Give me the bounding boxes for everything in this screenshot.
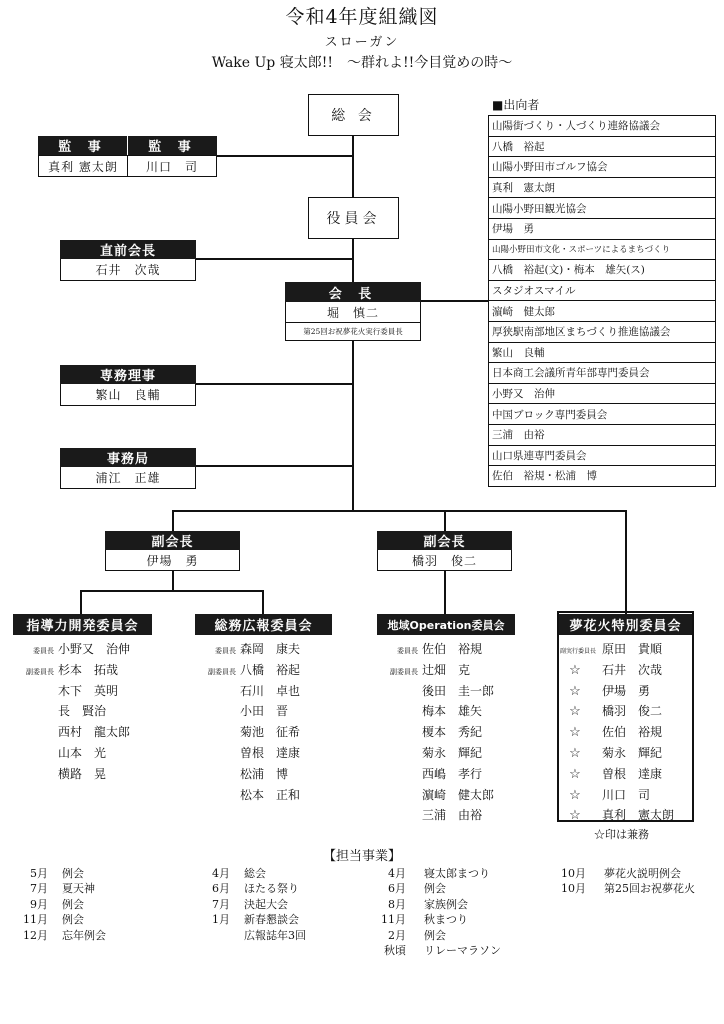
member-name: 石井 次哉 — [602, 662, 663, 677]
schedule-month: 4月 — [212, 867, 230, 880]
past-president-header: 直前会長 — [60, 240, 196, 259]
member-name: 八橋 裕起 — [240, 662, 301, 677]
schedule-event: 秋まつり — [424, 913, 468, 927]
vp1-left-drop — [80, 590, 82, 614]
slogan-label: スローガン — [324, 35, 400, 50]
dream-drop — [625, 510, 627, 614]
schedule-month: 2月 — [388, 928, 406, 942]
member-name: 辻畑 克 — [422, 662, 471, 677]
member-name: 伊場 勇 — [602, 683, 651, 698]
schedule-month: 8月 — [388, 897, 406, 911]
schedule-event: 家族例会 — [424, 897, 468, 911]
member-name: 横路 晃 — [58, 766, 107, 781]
committee-member — [14, 744, 106, 761]
dispatch-organization: 山陽小野田観光協会 — [489, 198, 716, 219]
member-name: 小田 晋 — [240, 704, 289, 719]
committee-member — [14, 765, 106, 782]
member-role: 副委員長 — [26, 667, 54, 676]
member-name: 木下 英明 — [58, 683, 119, 698]
member-role: ☆ — [569, 787, 581, 803]
member-name: 曽根 達康 — [602, 766, 663, 781]
dispatch-person: 八橋 裕起(文)・梅本 雄矢(ス) — [489, 260, 716, 281]
schedule-event: 決起大会 — [244, 897, 288, 911]
schedule-event: 寝太郎まつり — [424, 867, 490, 880]
member-name: 佐伯 裕規 — [422, 642, 483, 656]
dispatch-person: 佐伯 裕規・松浦 博 — [489, 466, 716, 487]
member-name: 川口 司 — [602, 787, 651, 802]
member-role: ☆ — [569, 662, 581, 678]
schedule-month: 1月 — [212, 913, 230, 927]
past-president-name: 石井 次哉 — [60, 259, 196, 281]
schedule-event: 第25回お祝夢花火 — [604, 882, 695, 896]
schedule-month: 6月 — [212, 882, 230, 896]
committee-member — [196, 702, 288, 719]
dispatch-row — [489, 321, 716, 342]
schedule-month: 7月 — [212, 897, 230, 911]
committee-member — [558, 702, 662, 719]
schedule-event: 夏天神 — [62, 882, 95, 896]
committee-member — [14, 682, 118, 699]
member-name: 濵崎 健太郎 — [422, 787, 495, 802]
dispatch-row — [489, 239, 716, 260]
member-name: 森岡 康夫 — [240, 642, 301, 656]
member-name: 石川 卓也 — [240, 683, 301, 698]
committee-member — [196, 640, 300, 657]
committee-4-note: ☆印は兼務 — [594, 828, 649, 841]
schedule-event: 夢花火説明例会 — [604, 867, 681, 880]
member-role: ☆ — [569, 725, 581, 741]
dispatch-row — [489, 218, 716, 239]
auditor-name-right: 川口 司 — [127, 155, 217, 177]
committee-member — [378, 702, 482, 719]
secretariat-header: 事務局 — [60, 448, 196, 467]
member-role: 副委員長 — [390, 667, 418, 676]
member-name: 梅本 雄矢 — [422, 704, 483, 719]
exec-director-name: 繁山 良輔 — [60, 384, 196, 406]
auditor-header-left: 監 事 — [38, 136, 127, 155]
dispatch-title: ■出向者 — [492, 98, 540, 112]
member-name: 真利 憲太朗 — [602, 808, 675, 823]
dispatch-organization: 中国ブロック専門委員会 — [489, 404, 716, 425]
dispatch-row — [489, 116, 716, 137]
auditor-name-left: 真利 憲太朗 — [38, 155, 128, 177]
dispatch-organization: スタジオスマイル — [489, 280, 716, 301]
dispatch-row — [489, 466, 716, 487]
committee-member — [558, 786, 650, 803]
auditor-header-right: 監 事 — [128, 136, 217, 155]
president-header: 会 長 — [285, 282, 421, 302]
dispatch-row — [489, 280, 716, 301]
schedule-month: 9月 — [30, 897, 48, 911]
dispatch-organization: 山陽小野田市文化・スポーツによるまちづくり — [489, 239, 716, 260]
committee-member — [378, 682, 494, 699]
dispatch-row — [489, 383, 716, 404]
schedule-month: 11月 — [381, 913, 406, 927]
committee-member — [196, 682, 300, 699]
dispatch-row — [489, 342, 716, 363]
schedule-month: 11月 — [23, 913, 48, 927]
past-president-connector — [196, 258, 353, 260]
member-name: 三浦 由裕 — [422, 808, 483, 823]
schedule-event: 広報誌年3回 — [244, 928, 306, 942]
schedule-event: 新春懇談会 — [244, 913, 299, 927]
committee-member — [378, 640, 482, 657]
dispatch-person: 繁山 良輔 — [489, 342, 716, 363]
member-name: 西村 龍太郎 — [58, 725, 131, 740]
dispatch-row — [489, 177, 716, 198]
member-name: 菊永 輝紀 — [602, 746, 663, 760]
dispatch-person: 小野又 治伸 — [489, 383, 716, 404]
secretariat-connector — [196, 465, 353, 467]
general-meeting-box: 総 会 — [308, 94, 399, 136]
member-name: 榎本 秀紀 — [422, 725, 483, 740]
schedule-month: 秋頃 — [384, 944, 406, 957]
committee-member — [378, 806, 482, 823]
page-title: 令和4年度組織図 — [285, 6, 439, 28]
president-name: 堀 慎二 — [285, 302, 421, 323]
member-name: 曽根 達康 — [240, 746, 301, 760]
member-name: 山本 光 — [58, 746, 107, 760]
dispatch-organization: 山陽街づくり・人づくり連絡協議会 — [489, 116, 716, 137]
dispatch-organization: 日本商工会議所青年部専門委員会 — [489, 363, 716, 384]
committee-member — [558, 723, 662, 740]
exec-director-connector — [196, 383, 353, 385]
schedule-month: 10月 — [561, 867, 586, 880]
vice-president-2-name: 橋羽 俊二 — [377, 550, 512, 571]
committee-member — [196, 661, 300, 678]
schedule-event: ほたる祭り — [244, 882, 299, 896]
committee-member — [196, 765, 288, 782]
schedule-event: 忘年例会 — [62, 928, 106, 942]
schedule-month: 7月 — [30, 882, 48, 896]
member-name: 菊永 輝紀 — [422, 746, 483, 760]
schedule-month: 10月 — [561, 882, 586, 896]
schedule-month: 5月 — [30, 867, 48, 880]
schedule-month: 4月 — [388, 867, 406, 880]
vp2-drop — [444, 510, 446, 531]
board-box: 役員会 — [308, 197, 399, 239]
committee-member — [558, 765, 662, 782]
committee-member — [14, 661, 118, 678]
committee-member — [378, 765, 482, 782]
vice-president-1-name: 伊場 勇 — [105, 550, 240, 571]
schedule-event: 例会 — [62, 867, 84, 880]
vp1-drop — [172, 510, 174, 531]
member-role: ☆ — [569, 766, 581, 782]
committee-member — [378, 723, 482, 740]
dispatch-row — [489, 363, 716, 384]
member-role: ☆ — [569, 746, 581, 761]
committee-member — [558, 744, 662, 761]
schedule-event: 例会 — [62, 897, 84, 911]
schedule-month: 6月 — [388, 882, 406, 896]
dispatch-row — [489, 260, 716, 281]
committee-member — [196, 786, 300, 803]
member-name: 松本 正和 — [240, 787, 301, 802]
schedule-month: 12月 — [23, 928, 48, 942]
dispatch-row — [489, 157, 716, 178]
dispatch-row — [489, 301, 716, 322]
committee-1-header: 指導力開発委員会 — [13, 614, 152, 635]
dispatch-person: 真利 憲太朗 — [489, 177, 716, 198]
committee-member — [378, 661, 470, 678]
vp1-branch — [80, 590, 263, 592]
committee-member — [14, 640, 130, 657]
committee-member — [378, 744, 482, 761]
dispatch-table — [488, 115, 716, 487]
member-role: 副実行委員長 — [559, 648, 596, 655]
committee-4-header: 夢花火特別委員会 — [559, 614, 692, 635]
schedule-event: 例会 — [424, 928, 446, 942]
member-role: ☆ — [569, 808, 581, 824]
dispatch-person: 伊場 勇 — [489, 218, 716, 239]
committee-member — [558, 661, 662, 678]
member-role: ☆ — [569, 704, 581, 720]
dispatch-person: 濵崎 健太郎 — [489, 301, 716, 322]
schedule-event: 例会 — [62, 913, 84, 927]
dispatch-row — [489, 445, 716, 466]
dispatch-person: 三浦 由裕 — [489, 424, 716, 445]
dispatch-row — [489, 424, 716, 445]
dispatch-organization: 山陽小野田市ゴルフ協会 — [489, 157, 716, 178]
member-role: 委員長 — [215, 647, 236, 655]
committee-member — [196, 723, 300, 740]
dispatch-organization: 厚狭駅南部地区まちづくり推進協議会 — [489, 321, 716, 342]
member-name: 杉本 拓哉 — [58, 662, 119, 677]
dispatch-row — [489, 198, 716, 219]
committee-member — [14, 723, 130, 740]
member-name: 西嶋 孝行 — [422, 766, 483, 781]
member-role: 委員長 — [33, 647, 54, 655]
member-name: 小野又 治伸 — [58, 642, 131, 656]
member-name: 橋羽 俊二 — [602, 704, 663, 719]
member-name: 長 賢治 — [58, 704, 107, 719]
committee-member — [14, 702, 106, 719]
member-role: 副委員長 — [208, 667, 236, 676]
member-name: 後田 圭一郎 — [422, 683, 495, 698]
dispatch-row — [489, 136, 716, 157]
member-name: 松浦 博 — [240, 766, 289, 781]
member-role: 委員長 — [397, 647, 418, 655]
exec-director-header: 専務理事 — [60, 365, 196, 384]
schedule-event: 例会 — [424, 882, 446, 896]
schedule-title: 【担当事業】 — [322, 849, 401, 864]
president-note: 第25回お祝夢花火実行委員長 — [285, 323, 421, 341]
committee-2-header: 総務広報委員会 — [195, 614, 332, 635]
dispatch-organization: 山口県連専門委員会 — [489, 445, 716, 466]
member-role: ☆ — [569, 683, 581, 699]
member-name: 原田 貴順 — [602, 642, 663, 656]
member-name: 佐伯 裕規 — [602, 725, 663, 740]
committee-member — [196, 744, 300, 761]
vice-president-1-header: 副会長 — [105, 531, 240, 550]
vp1-right-drop — [262, 590, 264, 614]
committee-member — [558, 806, 674, 823]
committee-member — [558, 682, 650, 699]
vp1-stem — [172, 570, 174, 590]
committee-member — [558, 640, 662, 657]
secretariat-name: 浦江 正雄 — [60, 467, 196, 489]
schedule-event: リレーマラソン — [424, 944, 501, 957]
schedule-event: 総会 — [244, 867, 266, 880]
dispatch-row — [489, 404, 716, 425]
member-name: 菊池 征希 — [240, 725, 301, 740]
auditor-connector — [217, 155, 353, 157]
vp2-stem — [444, 570, 446, 614]
committee-3-header: 地域Operation委員会 — [377, 614, 515, 635]
slogan-text: Wake Up 寝太郎!! ～群れよ!!今目覚めの時～ — [211, 55, 513, 71]
dispatch-person: 八橋 裕起 — [489, 136, 716, 157]
lower-horizontal — [172, 510, 626, 512]
vice-president-2-header: 副会長 — [377, 531, 512, 550]
committee-member — [378, 786, 494, 803]
